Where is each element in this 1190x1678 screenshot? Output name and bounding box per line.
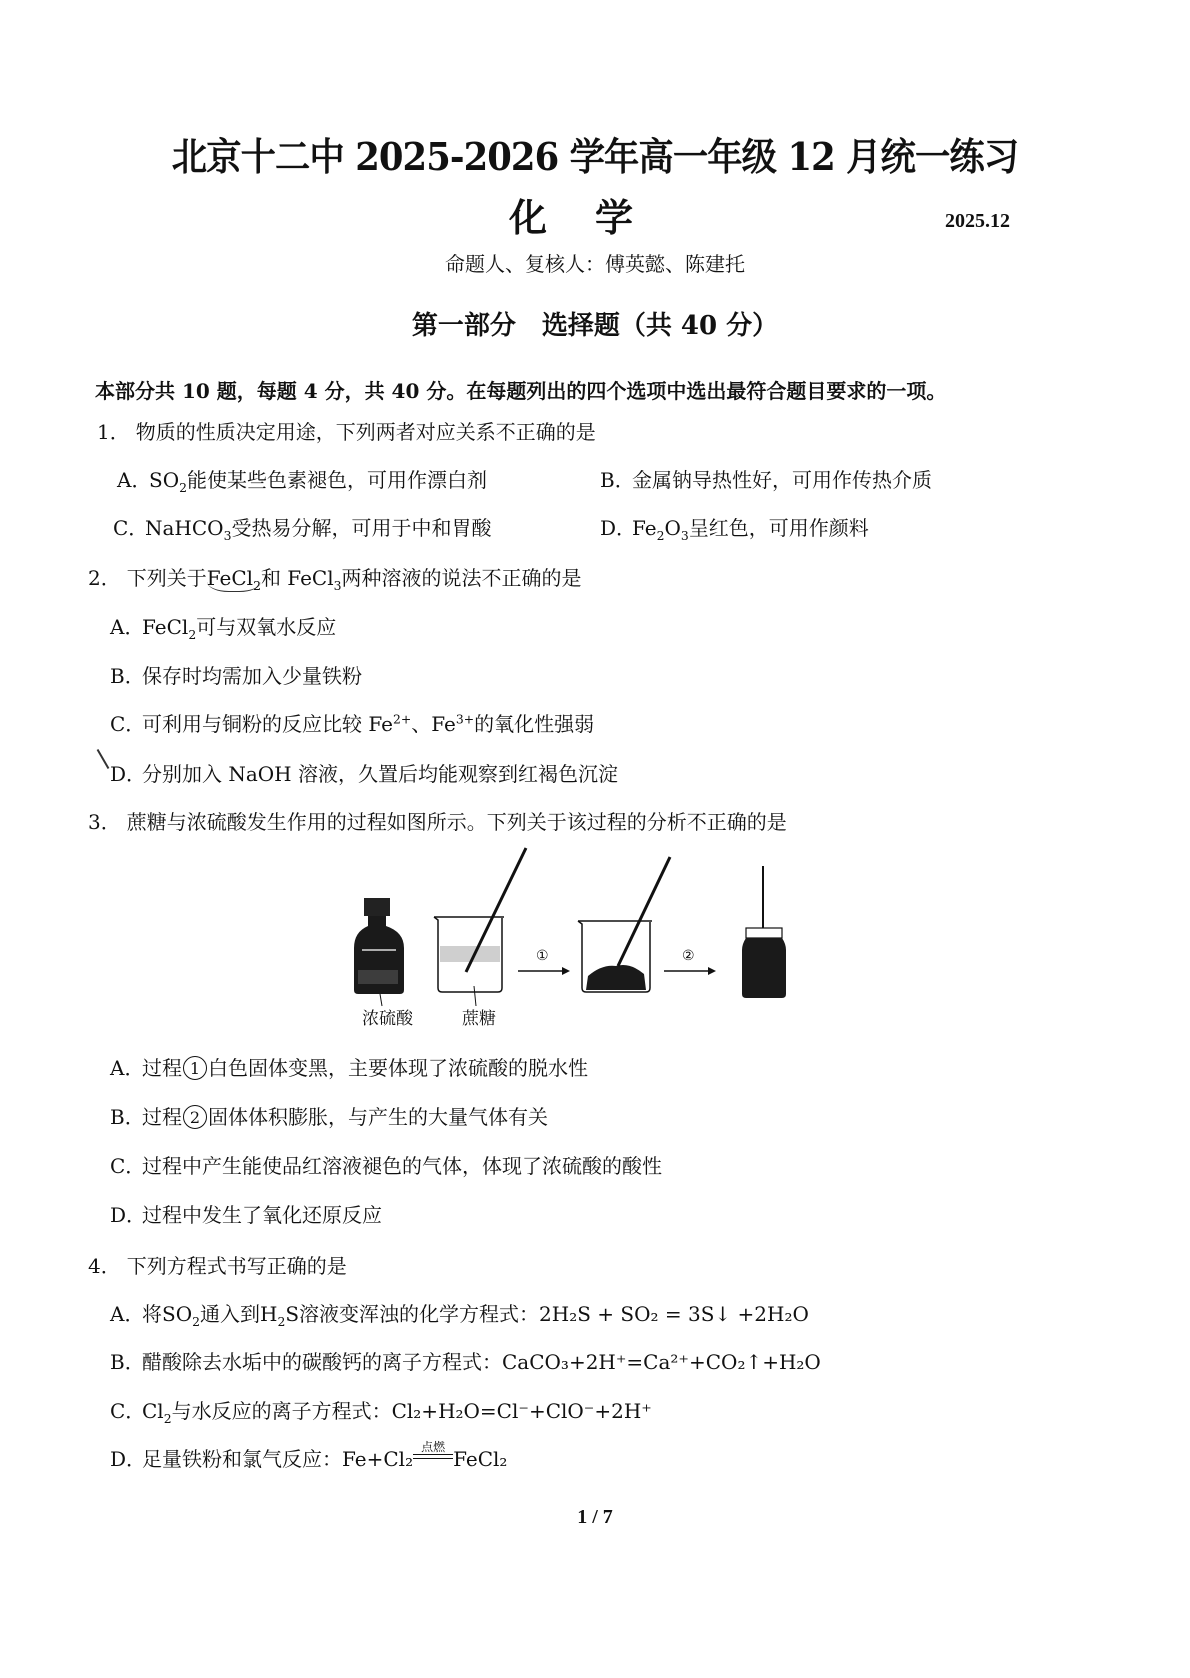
exam-title: 北京十二中 2025-2026 学年高一年级 12 月统一练习 xyxy=(171,134,1019,179)
option-text: 固体体积膨胀，与产生的大量气体有关 xyxy=(208,1105,548,1129)
option-text: 可与双氧水反应 xyxy=(196,615,337,639)
circled-number: 1 xyxy=(183,1056,207,1080)
option-text: 、Fe xyxy=(411,712,456,736)
handwritten-underline xyxy=(207,566,261,592)
option-label: C． xyxy=(110,712,146,736)
question-text: 两种溶液的说法不正确的是 xyxy=(341,566,582,590)
reaction-condition-equals xyxy=(413,1440,453,1466)
option-label: D． xyxy=(110,762,147,786)
option-text: 呈红色，可用作颜料 xyxy=(688,516,869,540)
label-concentrated-sulfuric-acid: 浓硫酸 xyxy=(362,1009,413,1029)
subscript: 3 xyxy=(333,578,342,593)
option-text: 的氧化性强弱 xyxy=(474,712,595,736)
question-text: 下列方程式书写正确的是 xyxy=(126,1254,347,1278)
question-1-option-d xyxy=(600,512,869,541)
subscript: 2 xyxy=(192,1314,200,1329)
question-2-option-c xyxy=(110,708,594,737)
question-text: 物质的性质决定用途，下列两者对应关系不正确的是 xyxy=(135,420,596,444)
subscript: 3 xyxy=(680,528,689,543)
arrow-step-2-icon xyxy=(664,967,716,975)
label-step-2: ② xyxy=(682,948,695,964)
option-text: 分别加入 NaOH 溶液，久置后均能观察到红褐色沉淀 xyxy=(142,762,618,786)
option-text: 受热易分解，可用于中和胃酸 xyxy=(231,516,492,540)
question-3-stem xyxy=(88,806,787,835)
formula: Fe xyxy=(632,516,657,540)
option-label: B． xyxy=(110,1350,145,1374)
beaker-sugar-icon xyxy=(434,848,526,1006)
label-step-1: ① xyxy=(536,948,549,964)
section-part: 第一部分 xyxy=(411,311,516,341)
chemical-equation: Cl₂+H₂O=Cl⁻+ClO⁻+2H⁺ xyxy=(391,1399,652,1423)
question-4-option-a xyxy=(110,1298,809,1327)
formula: Cl xyxy=(142,1399,164,1423)
question-number: 3． xyxy=(88,810,121,834)
option-label: C． xyxy=(113,516,149,540)
question-4-option-b xyxy=(110,1346,821,1375)
option-label: A． xyxy=(110,1302,145,1326)
exam-date: 2025.12 xyxy=(945,210,1010,232)
option-label: B． xyxy=(110,1105,145,1129)
option-text: S溶液变浑浊的化学方程式： xyxy=(285,1302,540,1326)
question-number: 4． xyxy=(88,1254,121,1278)
option-label: A． xyxy=(117,468,152,492)
option-text: 白色固体变黑，主要体现了浓硫酸的脱水性 xyxy=(208,1056,588,1080)
question-1-stem xyxy=(97,416,596,445)
option-label: A． xyxy=(110,615,145,639)
option-label: D． xyxy=(110,1203,147,1227)
question-number: 2． xyxy=(88,566,121,590)
option-label: C． xyxy=(110,1399,146,1423)
option-label: D． xyxy=(600,516,637,540)
subject-title: 化学 xyxy=(508,195,681,240)
chemical-equation: 2H₂S + SO₂ = 3S↓ +2H₂O xyxy=(539,1302,809,1326)
subscript: 3 xyxy=(223,528,232,543)
question-2-option-d xyxy=(110,758,618,787)
subscript: 2 xyxy=(656,528,665,543)
subscript: 2 xyxy=(188,627,197,642)
option-label: A． xyxy=(110,1056,145,1080)
section-name: 选择题（共 40 分） xyxy=(541,311,779,341)
formula: SO xyxy=(149,468,180,492)
formula: FeCl xyxy=(206,566,254,590)
option-text: 能使某些色素褪色，可用作漂白剂 xyxy=(187,468,487,492)
question-1-option-c xyxy=(113,512,491,541)
option-text: 过程 xyxy=(142,1056,182,1080)
option-text: 将SO xyxy=(142,1302,193,1326)
formula: FeCl xyxy=(142,615,189,639)
question-2-option-a xyxy=(110,611,336,640)
option-text: 保存时均需加入少量铁粉 xyxy=(142,664,362,688)
question-3-option-d xyxy=(110,1199,382,1228)
equation-products: FeCl₂ xyxy=(453,1447,508,1471)
question-3-option-a xyxy=(110,1052,588,1081)
subscript: 2 xyxy=(179,480,187,495)
superscript: 2+ xyxy=(392,711,412,727)
authors-line: 命题人、复核人：傅英懿、陈建托 xyxy=(445,252,745,276)
question-2-stem xyxy=(88,562,582,591)
subscript: 2 xyxy=(277,1314,286,1329)
question-4-option-c xyxy=(110,1395,652,1424)
circled-number: 2 xyxy=(183,1105,207,1129)
question-2-option-b xyxy=(110,660,362,689)
reaction-condition: 点燃 xyxy=(421,1440,446,1454)
section-instructions: 本部分共 10 题，每题 4 分，共 40 分。在每题列出的四个选项中选出最符合题目要求的一项。 xyxy=(95,379,947,403)
equation-reactants: Fe+Cl₂ xyxy=(342,1447,414,1471)
option-text: 与水反应的离子方程式： xyxy=(171,1399,392,1423)
question-4-option-d xyxy=(110,1440,508,1472)
question-text: 下列关于 xyxy=(126,566,207,590)
question-text: 蔗糖与浓硫酸发生作用的过程如图所示。下列关于该过程的分析不正确的是 xyxy=(126,810,787,834)
chemical-equation: CaCO₃+2H⁺=Ca²⁺+CO₂↑+H₂O xyxy=(502,1350,821,1374)
option-text: 通入到H xyxy=(200,1302,278,1326)
option-text: 醋酸除去水垢中的碳酸钙的离子方程式： xyxy=(142,1350,502,1374)
subscript: 2 xyxy=(253,578,261,593)
beaker-carbon-icon xyxy=(578,857,670,992)
formula: 和 FeCl xyxy=(260,566,334,590)
option-text: 过程中发生了氧化还原反应 xyxy=(142,1203,382,1227)
question-1-option-b xyxy=(600,464,932,493)
formula: NaHCO xyxy=(145,516,224,540)
expanded-carbon-jar-icon xyxy=(742,866,786,998)
option-text: 可利用与铜粉的反应比较 Fe xyxy=(142,712,393,736)
acid-bottle-icon xyxy=(354,898,404,1006)
option-text: 足量铁粉和氯气反应： xyxy=(142,1447,342,1471)
arrow-step-1-icon xyxy=(518,967,570,975)
option-label: B． xyxy=(600,468,635,492)
sugar-sulfuric-acid-figure xyxy=(340,840,820,1040)
superscript: 3+ xyxy=(455,711,475,727)
label-sucrose: 蔗糖 xyxy=(462,1009,496,1029)
section-heading xyxy=(0,305,1190,342)
question-3-option-b xyxy=(110,1101,548,1130)
option-text: 过程 xyxy=(142,1105,182,1129)
option-label: B． xyxy=(110,664,145,688)
option-label: C． xyxy=(110,1154,146,1178)
page-number: 1 / 7 xyxy=(577,1506,613,1528)
formula: O xyxy=(664,516,681,540)
option-text: 金属钠导热性好，可用作传热介质 xyxy=(632,468,932,492)
option-label: D． xyxy=(110,1447,147,1471)
handwritten-tick-mark xyxy=(97,749,110,769)
subscript: 2 xyxy=(163,1411,172,1426)
option-text: 过程中产生能使品红溶液褪色的气体，体现了浓硫酸的酸性 xyxy=(142,1154,662,1178)
question-1-option-a xyxy=(117,464,487,493)
question-4-stem xyxy=(88,1250,347,1279)
question-3-option-c xyxy=(110,1150,662,1179)
question-number: 1． xyxy=(97,420,130,444)
